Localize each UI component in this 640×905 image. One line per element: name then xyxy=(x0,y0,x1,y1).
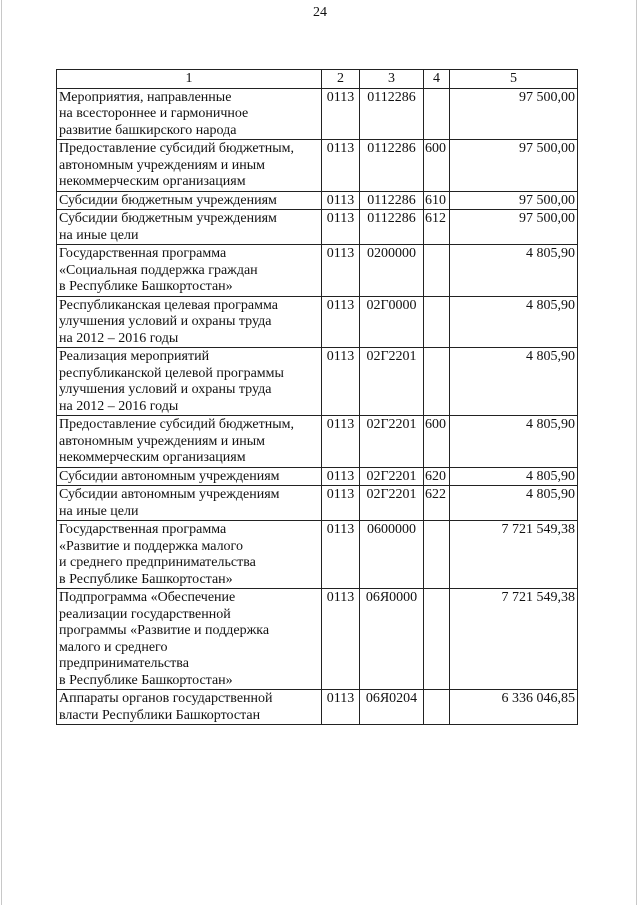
row-section-cell: 0113 xyxy=(322,348,360,416)
table-row xyxy=(57,245,578,297)
row-amount-cell: 4 805,90 xyxy=(450,486,578,521)
row-amount-cell: 4 805,90 xyxy=(450,296,578,348)
row-code-cell: 02Г2201 xyxy=(360,416,424,468)
row-name-cell: Предоставление субсидий бюджетным, автономным учреждениям и иным некоммерческим организациям xyxy=(57,416,322,468)
row-type-cell: 612 xyxy=(424,210,450,245)
table-row xyxy=(57,589,578,690)
row-amount-cell: 7 721 549,38 xyxy=(450,589,578,690)
row-name-cell: Субсидии автономным учреждениям xyxy=(57,467,322,486)
row-code-cell: 0600000 xyxy=(360,521,424,589)
row-section-cell: 0113 xyxy=(322,416,360,468)
row-code-cell: 0112286 xyxy=(360,88,424,140)
row-amount-cell: 7 721 549,38 xyxy=(450,521,578,589)
row-amount-cell: 4 805,90 xyxy=(450,348,578,416)
row-amount-cell: 4 805,90 xyxy=(450,416,578,468)
row-code-cell: 0112286 xyxy=(360,191,424,210)
table-row xyxy=(57,88,578,140)
row-section-cell: 0113 xyxy=(322,296,360,348)
row-code-cell: 02Г2201 xyxy=(360,486,424,521)
header-cell-section: 2 xyxy=(322,70,360,89)
row-amount-cell: 6 336 046,85 xyxy=(450,690,578,725)
header-cell-amount: 5 xyxy=(450,70,578,89)
budget-table xyxy=(56,69,578,725)
row-section-cell: 0113 xyxy=(322,140,360,192)
row-type-cell xyxy=(424,88,450,140)
table-row xyxy=(57,416,578,468)
row-amount-cell: 4 805,90 xyxy=(450,245,578,297)
table-row xyxy=(57,467,578,486)
row-code-cell: 02Г0000 xyxy=(360,296,424,348)
row-section-cell: 0113 xyxy=(322,589,360,690)
row-amount-cell: 97 500,00 xyxy=(450,88,578,140)
row-amount-cell: 97 500,00 xyxy=(450,210,578,245)
row-type-cell xyxy=(424,690,450,725)
row-section-cell: 0113 xyxy=(322,467,360,486)
header-cell-type: 4 xyxy=(424,70,450,89)
row-name-cell: Подпрограмма «Обеспечение реализации государственной программы «Развитие и поддержка малого и среднего предпринимательства в Республике Башкортостан» xyxy=(57,589,322,690)
row-amount-cell: 97 500,00 xyxy=(450,191,578,210)
row-amount-cell: 4 805,90 xyxy=(450,467,578,486)
header-cell-code: 3 xyxy=(360,70,424,89)
row-section-cell: 0113 xyxy=(322,88,360,140)
row-name-cell: Субсидии бюджетным учреждениям на иные цели xyxy=(57,210,322,245)
header-cell-name: 1 xyxy=(57,70,322,89)
row-name-cell: Субсидии бюджетным учреждениям xyxy=(57,191,322,210)
left-page-edge xyxy=(1,0,2,905)
row-type-cell xyxy=(424,589,450,690)
row-type-cell: 600 xyxy=(424,140,450,192)
row-section-cell: 0113 xyxy=(322,210,360,245)
row-section-cell: 0113 xyxy=(322,191,360,210)
row-code-cell: 06Я0204 xyxy=(360,690,424,725)
row-code-cell: 0112286 xyxy=(360,210,424,245)
page-number: 24 xyxy=(313,5,327,20)
row-name-cell: Реализация мероприятий республиканской целевой программы улучшения условий и охраны труда на 2012 – 2016 годы xyxy=(57,348,322,416)
table-row xyxy=(57,521,578,589)
row-name-cell: Субсидии автономным учреждениям на иные цели xyxy=(57,486,322,521)
row-amount-cell: 97 500,00 xyxy=(450,140,578,192)
row-type-cell: 610 xyxy=(424,191,450,210)
row-name-cell: Аппараты органов государственной власти Республики Башкортостан xyxy=(57,690,322,725)
row-type-cell xyxy=(424,521,450,589)
table-row xyxy=(57,140,578,192)
row-code-cell: 0112286 xyxy=(360,140,424,192)
row-name-cell: Государственная программа «Социальная поддержка граждан в Республике Башкортостан» xyxy=(57,245,322,297)
row-name-cell: Мероприятия, направленные на всестороннее и гармоничное развитие башкирского народа xyxy=(57,88,322,140)
row-type-cell: 600 xyxy=(424,416,450,468)
row-section-cell: 0113 xyxy=(322,690,360,725)
row-code-cell: 02Г2201 xyxy=(360,467,424,486)
row-code-cell: 06Я0000 xyxy=(360,589,424,690)
row-section-cell: 0113 xyxy=(322,245,360,297)
right-page-edge xyxy=(636,0,637,905)
row-code-cell: 02Г2201 xyxy=(360,348,424,416)
row-section-cell: 0113 xyxy=(322,521,360,589)
table-header-row xyxy=(57,70,578,89)
table-row xyxy=(57,348,578,416)
table-row xyxy=(57,690,578,725)
row-name-cell: Государственная программа «Развитие и поддержка малого и среднего предпринимательства в Республике Башкортостан» xyxy=(57,521,322,589)
row-name-cell: Предоставление субсидий бюджетным, автономным учреждениям и иным некоммерческим организациям xyxy=(57,140,322,192)
table-row xyxy=(57,486,578,521)
row-type-cell xyxy=(424,245,450,297)
table-row xyxy=(57,210,578,245)
row-name-cell: Республиканская целевая программа улучшения условий и охраны труда на 2012 – 2016 годы xyxy=(57,296,322,348)
table-row xyxy=(57,296,578,348)
row-type-cell xyxy=(424,296,450,348)
row-section-cell: 0113 xyxy=(322,486,360,521)
row-type-cell: 622 xyxy=(424,486,450,521)
row-type-cell: 620 xyxy=(424,467,450,486)
table-row xyxy=(57,191,578,210)
row-type-cell xyxy=(424,348,450,416)
row-code-cell: 0200000 xyxy=(360,245,424,297)
